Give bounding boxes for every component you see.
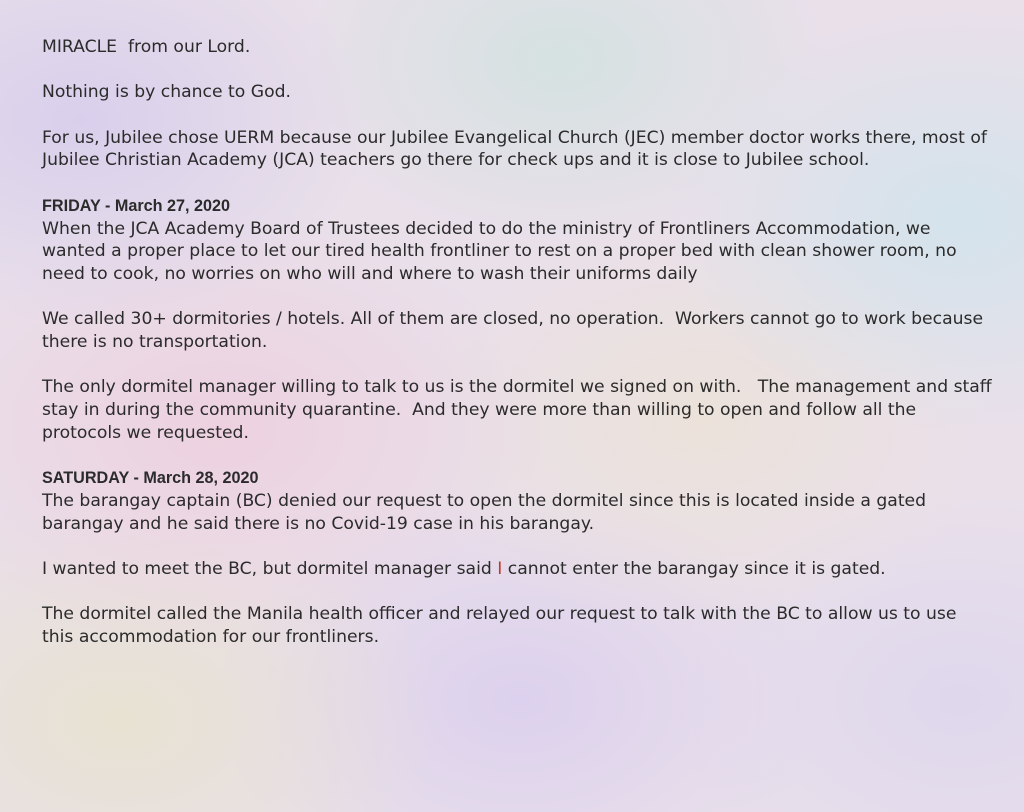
paragraph-meet-bc-end: cannot enter the barangay since it is gated. <box>502 559 886 580</box>
spacer <box>42 445 992 468</box>
paragraph-dormitel-manager: The only dormitel manager willing to talk to us is the dormitel we signed on with. The management and staff stay in during the community quarantine. And they were more than willing to open and follow all the protocols we requested. <box>42 377 998 443</box>
paragraph-board: When the JCA Academy Board of Trustees decided to do the ministry of Frontliners Accommodation, we wanted a proper place to let our tired health frontliner to rest on a proper bed with clean shower room, no need to cook, no worries on who will and where to wash their uniforms daily <box>42 218 963 284</box>
highlighted-pronoun: I <box>497 559 503 580</box>
paragraph-barangay-captain: The barangay captain (BC) denied our request to open the dormitel since this is located inside a gated barangay and he said there is no Covid-19 case in his barangay. <box>42 490 932 534</box>
spacer <box>42 172 992 195</box>
paragraph-meet-bc-start: I wanted to meet the BC, but dormitel manager said <box>42 559 498 580</box>
spacer <box>42 581 992 604</box>
paragraph-uerm: For us, Jubilee chose UERM because our Jubilee Evangelical Church (JEC) member doctor works there, most of Jubilee Christian Academy (JCA) teachers go there for check ups and it is close to Jubilee school. <box>42 127 993 171</box>
spacer <box>42 104 992 127</box>
paragraph-dormitories: We called 30+ dormitories / hotels. All of them are closed, no operation. Workers cannot go to work because there is no transportation. <box>42 309 989 353</box>
spacer <box>42 535 992 558</box>
paragraph-chance: Nothing is by chance to God. <box>42 82 291 103</box>
spacer <box>42 59 992 82</box>
heading-saturday: SATURDAY - March 28, 2020 <box>42 469 259 488</box>
spacer <box>42 286 992 309</box>
document-page <box>42 36 998 649</box>
paragraph-miracle: MIRACLE from our Lord. <box>42 37 251 57</box>
heading-friday: FRIDAY - March 27, 2020 <box>42 196 231 215</box>
spacer <box>42 354 992 377</box>
paragraph-health-officer: The dormitel called the Manila health officer and relayed our request to talk with the BC to allow us to use this accommodation for our frontliners. <box>42 604 962 648</box>
paragraph-meet-bc <box>42 558 992 581</box>
